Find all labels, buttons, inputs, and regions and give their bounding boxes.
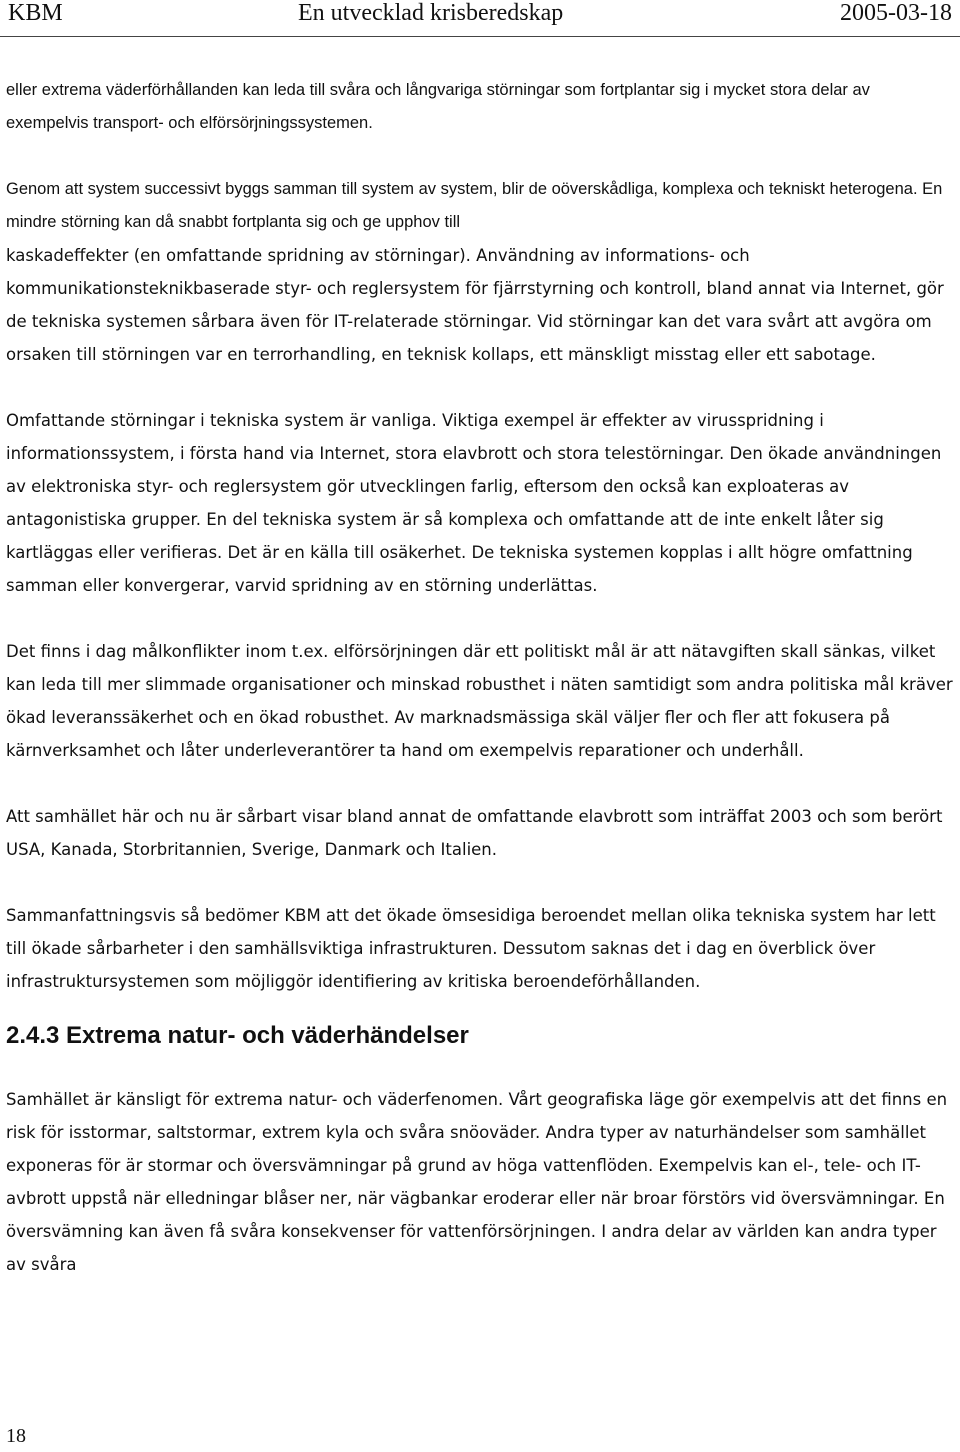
page-header (0, 0, 960, 34)
paragraph-3: Omfattande störningar i tekniska system är vanliga. Viktiga exempel är effekter av virusspridning i informationssystem, i första hand via Internet, stora elavbrott och stora telestörningar. Den ökade användningen av elektroniska styr- och reglersystem gör utvecklingen farlig, eftersom den också kan exploateras av antagonistiska grupper. En del tekniska system är så komplexa och omfattande att de inte enkelt låter sig kartläggas eller verifieras. Det är en källa till osäkerhet. De tekniska systemen kopplas i allt högre omfattning samman eller konvergerar, varvid spridning av en störning underlättas. (6, 411, 942, 595)
section-heading: 2.4.3 Extrema natur- och väderhändelser (6, 1022, 469, 1049)
header-divider (0, 36, 960, 37)
header-org: KBM (8, 0, 63, 26)
header-date: 2005-03-18 (840, 0, 952, 26)
paragraph-4: Det finns i dag målkonflikter inom t.ex. elförsörjningen där ett politiskt mål är att nätavgiften skall sänkas, vilket kan leda till mer slimmade organisationer och minskad robusthet i näten samtidigt som andra politiska mål kräver ökad leveranssäkerhet och en ökad robusthet. Av marknadsmässiga skäl väljer fler och fler att fokusera på kärnverksamhet och låter underleverantörer ta hand om exempelvis reparationer och underhåll. (6, 642, 953, 760)
paragraph-2a-text: Genom att system successivt byggs samman till system av system, blir de oöverskådliga, komplexa och tekniskt heterogena. En mindre störning kan då snabbt fortplanta sig och ge upphov till (6, 180, 943, 231)
header-title: En utvecklad krisberedskap (298, 0, 564, 26)
paragraph-6: Sammanfattningsvis så bedömer KBM att det ökade ömsesidiga beroendet mellan olika tekniska system har lett till ökade sårbarheter i den samhällsviktiga infrastrukturen. Dessutom saknas det i dag en överblick över infrastruktursystemen som möjliggör identifiering av kritiska beroendeförhållanden. (6, 906, 936, 991)
page-number: 18 (6, 1425, 26, 1447)
paragraph-5: Att samhället här och nu är sårbart visar bland annat de omfattande elavbrott som inträffat 2003 och som berört USA, Kanada, Storbritannien, Sverige, Danmark och Italien. (6, 807, 943, 859)
paragraph-7: Samhället är känsligt för extrema natur- och väderfenomen. Vårt geografiska läge gör exempelvis att det finns en risk för isstormar, saltstormar, extrem kyla och svåra snöoväder. Andra typer av naturhändelser som samhället exponeras för är stormar och översvämningar på grund av höga vattenflöden. Exempelvis kan el-, tele- och IT-avbrott uppstå när elledningar blåser ner, när vägbankar eroderar eller när broar förstörs vid översvämningar. En översvämning kan även få svåra konsekvenser för vattenförsörjningen. I andra delar av världen kan andra typer av svåra (6, 1090, 948, 1274)
document-body (6, 74, 956, 1314)
paragraph-2b: kaskadeffekter (en omfattande spridning av störningar). Användning av informations- och kommunikationsteknikbaserade styr- och reglersystem för fjärrstyrning och kontroll, bland annat via Internet, gör de tekniska systemen sårbara även för IT-relaterade störningar. Vid störningar kan det vara svårt att avgöra om orsaken till störningen var en terrorhandling, en teknisk kollaps, ett mänskligt misstag eller ett sabotage. (6, 246, 944, 364)
paragraph-1: eller extrema väderförhållanden kan leda till svåra och långvariga störningar som fortplantar sig i mycket stora delar av exempelvis transport- och elförsörjningssystemen. (6, 81, 870, 132)
paragraph-2a (6, 173, 956, 239)
